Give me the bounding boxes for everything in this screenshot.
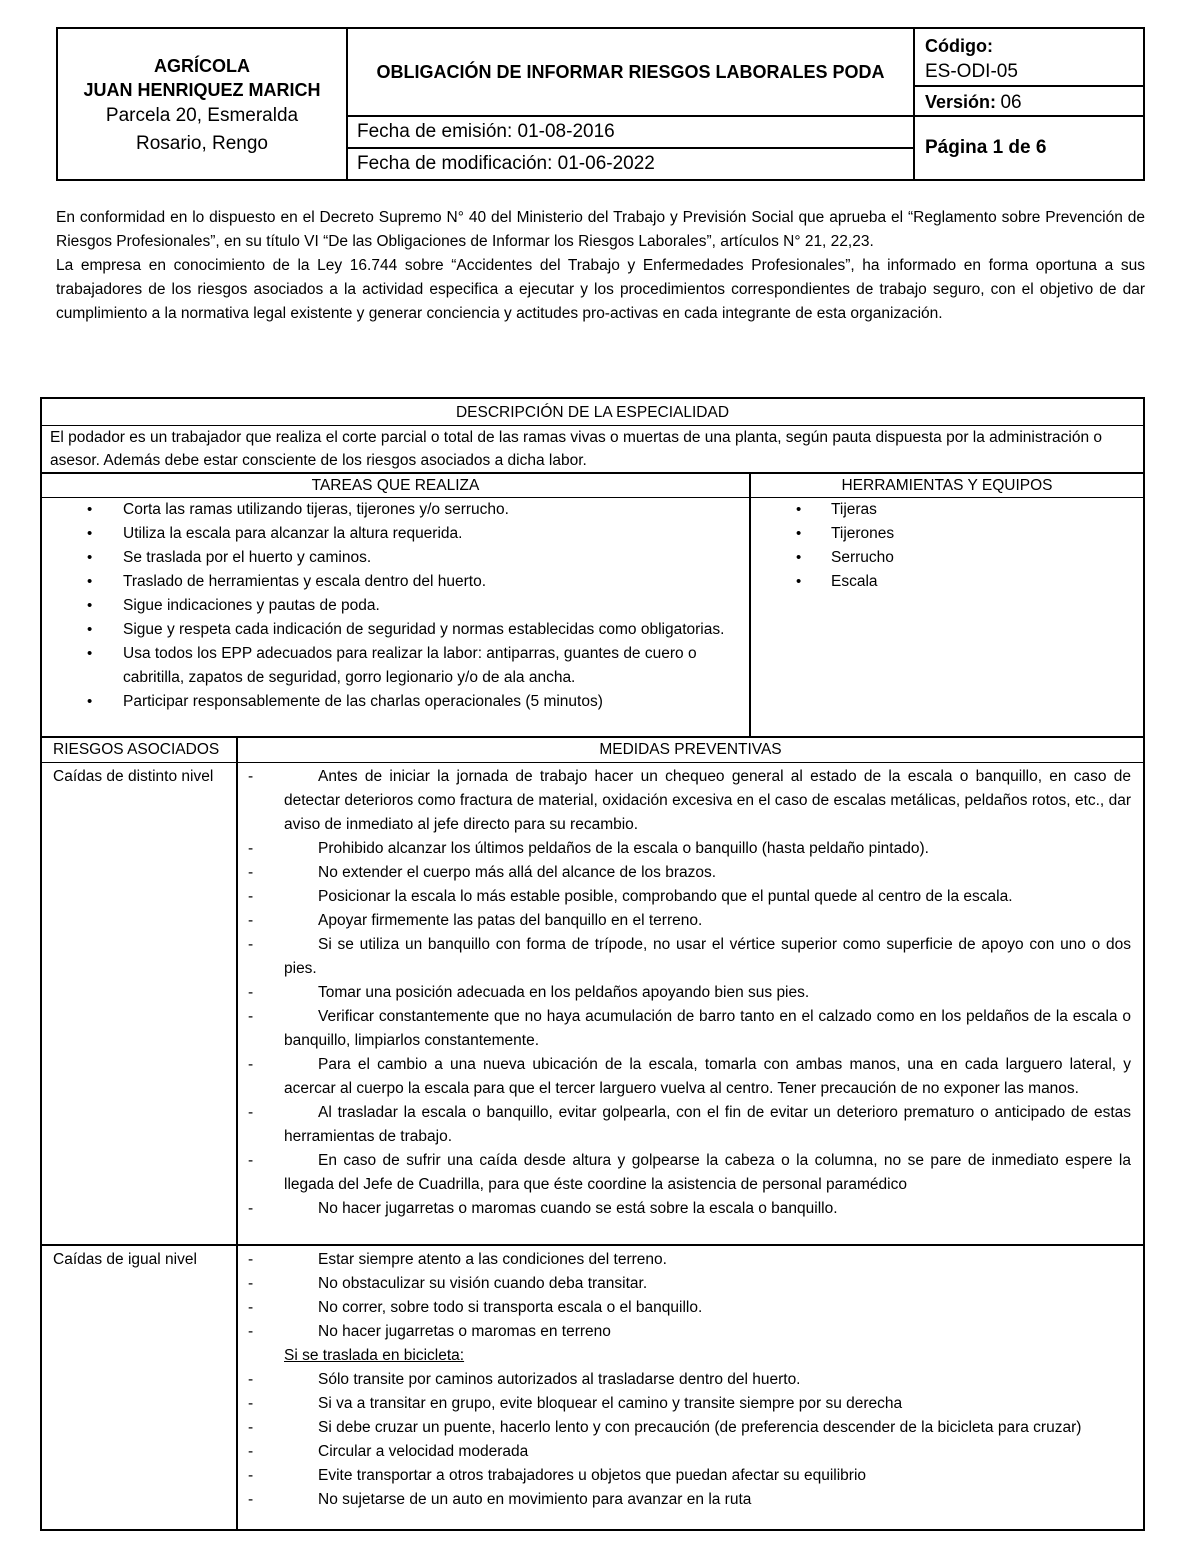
list-item-text: Si se utiliza un banquillo con forma de trípode, no usar el vértice superior como superficie de apoyo con uno o dos pies. xyxy=(284,936,1131,977)
measure-item xyxy=(238,1101,1143,1149)
list-item-text: Evite transportar a otros trabajadores u objetos que puedan afectar su equilibrio xyxy=(318,1467,867,1484)
dash-marker: - xyxy=(248,1152,254,1169)
measure-item xyxy=(238,1272,1143,1296)
measures-header: MEDIDAS PREVENTIVAS xyxy=(599,741,782,758)
list-item-text: Circular a velocidad moderada xyxy=(318,1443,529,1460)
list-item-text: Para el cambio a una nueva ubicación de la escala, tomarla con ambas manos, una en cada larguero lateral, y acercar al cuerpo la escala para que el tercer larguero vuelva al centro. Tener precaución de no exponer las manos. xyxy=(284,1056,1131,1097)
list-item-text: No hacer jugarretas o maromas en terreno xyxy=(318,1323,611,1340)
list-item-text: Al trasladar la escala o banquillo, evitar golpearla, con el fin de evitar un deterioro prematuro o anticipado de estas herramientas de trabajo. xyxy=(284,1104,1131,1145)
risks-header-row xyxy=(42,738,1143,763)
measure-item xyxy=(238,861,1143,885)
dash-marker: - xyxy=(248,984,254,1001)
dash-marker: - xyxy=(248,1251,254,1268)
description-header: DESCRIPCIÓN DE LA ESPECIALIDAD xyxy=(42,399,1143,426)
code-label: Código: xyxy=(925,36,993,56)
dash-marker: - xyxy=(248,1419,254,1436)
measure-item xyxy=(238,1368,1143,1392)
measure-item xyxy=(238,1392,1143,1416)
dash-marker: - xyxy=(248,1275,254,1292)
list-item-text: Apoyar firmemente las patas del banquillo en el terreno. xyxy=(318,912,703,929)
dash-marker: - xyxy=(248,864,254,881)
list-item-text: Se traslada por el huerto y caminos. xyxy=(123,549,372,566)
measures-list xyxy=(238,1248,1143,1512)
list-item-text: Sigue y respeta cada indicación de seguridad y normas establecidas como obligatorias. xyxy=(123,621,725,638)
task-item xyxy=(42,522,749,546)
task-item xyxy=(42,690,749,714)
list-item-text: Utiliza la escala para alcanzar la altura requerida. xyxy=(123,525,463,542)
dash-marker: - xyxy=(248,1491,254,1508)
code-value: ES-ODI-05 xyxy=(925,61,1018,82)
list-item-text: No correr, sobre todo si transporta escala o el banquillo. xyxy=(318,1299,703,1316)
tool-item xyxy=(751,522,1143,546)
company-address-line2: Rosario, Rengo xyxy=(135,133,269,154)
bullet-marker: • xyxy=(87,549,93,566)
measure-item xyxy=(238,837,1143,861)
measure-item xyxy=(238,1416,1143,1440)
list-item-text: Estar siempre atento a las condiciones del terreno. xyxy=(318,1251,667,1268)
list-item-text: Usa todos los EPP adecuados para realizar la labor: antiparras, guantes de cuero o cabritilla, zapatos de seguridad, gorro legionario y/o de ala ancha. xyxy=(123,645,697,686)
measure-item xyxy=(238,1296,1143,1320)
measure-item xyxy=(238,765,1143,837)
bullet-marker: • xyxy=(796,501,802,518)
risk-name: Caídas de igual nivel xyxy=(42,1246,238,1529)
dash-marker: - xyxy=(248,1008,254,1025)
bullet-marker: • xyxy=(796,525,802,542)
risk-table xyxy=(40,397,1145,1531)
list-item-text: Sigue indicaciones y pautas de poda. xyxy=(123,597,380,614)
list-item-text: Participar responsablemente de las charlas operacionales (5 minutos) xyxy=(123,693,603,710)
emission-date: Fecha de emisión: 01-08-2016 xyxy=(348,117,915,149)
company-address-line1: Parcela 20, Esmeralda xyxy=(105,105,299,126)
risk-row-same-level xyxy=(42,1246,1143,1529)
dash-marker: - xyxy=(248,1371,254,1388)
dash-marker: - xyxy=(248,1200,254,1217)
bullet-marker: • xyxy=(87,645,93,662)
list-item-text: Si debe cruzar un puente, hacerlo lento y con precaución (de preferencia descender de la bicicleta para cruzar) xyxy=(318,1419,1082,1436)
version-cell xyxy=(915,87,1143,117)
tools-header: HERRAMIENTAS Y EQUIPOS xyxy=(841,477,1053,494)
document-header xyxy=(56,27,1145,181)
bullet-marker: • xyxy=(87,597,93,614)
list-item-text: En caso de sufrir una caída desde altura y golpearse la cabeza o la columna, no se pare de inmediato espere la llegada del Jefe de Cuadrilla, para que éste coordine la asistencia de personal paramédico xyxy=(284,1152,1131,1193)
measures-cell xyxy=(238,1246,1143,1531)
list-item-text: No obstaculizar su visión cuando deba transitar. xyxy=(318,1275,648,1292)
measure-item xyxy=(238,885,1143,909)
list-item-text: Corta las ramas utilizando tijeras, tijerones y/o serrucho. xyxy=(123,501,509,518)
dash-marker: - xyxy=(248,1395,254,1412)
tool-item xyxy=(751,498,1143,522)
measure-item xyxy=(238,1005,1143,1053)
list-item-text: Verificar constantemente que no haya acumulación de barro tanto en el calzado como en los peldaños de la escala o banquillo, limpiarlos constantemente. xyxy=(284,1008,1131,1049)
list-item-text: Tijerones xyxy=(831,525,895,542)
tool-item xyxy=(751,570,1143,594)
dash-marker: - xyxy=(248,1299,254,1316)
intro-paragraph-2: La empresa en conocimiento de la Ley 16.744 sobre “Accidentes del Trabajo y Enfermedades Profesionales”, ha informado en forma oportuna a sus trabajadores de los riesgos asociados a la actividad especifica a ejecutar y los procedimientos correspondientes de trabajo seguro, con el objetivo de dar cumplimiento a la normativa legal existente y generar conciencia y actitudes pro-activas en cada integrante de esta organización. xyxy=(56,257,1145,322)
measure-item xyxy=(238,1053,1143,1101)
tools-cell xyxy=(751,498,1143,736)
risk-row-different-level xyxy=(42,763,1143,1246)
dash-marker: - xyxy=(248,1443,254,1460)
list-item-text: Escala xyxy=(831,573,878,590)
task-item xyxy=(42,618,749,642)
risk-name: Caídas de distinto nivel xyxy=(42,763,238,1244)
tool-item xyxy=(751,546,1143,570)
page-number: Página 1 de 6 xyxy=(925,137,1047,158)
dash-marker: - xyxy=(248,1467,254,1484)
version-label: Versión: xyxy=(925,92,997,112)
modification-date: Fecha de modificación: 01-06-2022 xyxy=(348,149,915,179)
measures-list xyxy=(238,765,1143,1221)
dash-marker: - xyxy=(248,936,254,953)
dash-marker: - xyxy=(248,840,254,857)
measures-cell xyxy=(238,763,1143,1246)
list-item-text: Traslado de herramientas y escala dentro del huerto. xyxy=(123,573,487,590)
dash-marker: - xyxy=(248,1104,254,1121)
bullet-marker: • xyxy=(796,549,802,566)
document-title: OBLIGACIÓN DE INFORMAR RIESGOS LABORALES PODA xyxy=(348,29,915,117)
bullet-marker: • xyxy=(87,621,93,638)
list-item-text: Serrucho xyxy=(831,549,894,566)
list-item-text: No extender el cuerpo más allá del alcance de los brazos. xyxy=(318,864,717,881)
measure-item xyxy=(238,1197,1143,1221)
company-cell xyxy=(58,29,348,179)
bullet-marker: • xyxy=(87,525,93,542)
dash-marker: - xyxy=(248,888,254,905)
company-name-line1: AGRÍCOLA xyxy=(154,56,250,76)
measure-item xyxy=(238,909,1143,933)
intro-paragraph-1: En conformidad en lo dispuesto en el Decreto Supremo N° 40 del Ministerio del Trabajo y Previsión Social que aprueba el “Reglamento sobre Prevención de Riesgos Profesionales”, en su título VI “De las Obligaciones de Informar los Riesgos Laborales”, artículos N° 21, 22,23. xyxy=(56,209,1145,250)
task-item xyxy=(42,642,749,690)
risks-header: RIESGOS ASOCIADOS xyxy=(42,738,238,763)
list-item-text: Si va a transitar en grupo, evite bloquear el camino y transite siempre por su derecha xyxy=(318,1395,903,1412)
measure-item xyxy=(238,1320,1143,1344)
list-item-text: Antes de iniciar la jornada de trabajo hacer un chequeo general al estado de la escala o banquillo, en caso de detectar deterioros como fractura de material, oxidación excesiva en el caso de escalas metálicas, peldaños rotos, etc., dar aviso de inmediato al jefe directo para su recambio. xyxy=(284,768,1131,833)
description-text: El podador es un trabajador que realiza el corte parcial o total de las ramas vivas o muertas de una planta, según pauta dispuesta por la administración o asesor. Además debe estar consciente de los riesgos asociados a dicha labor. xyxy=(42,426,1143,474)
version-value: 06 xyxy=(1000,92,1022,113)
task-item xyxy=(42,546,749,570)
list-item-text: Tijeras xyxy=(831,501,877,518)
list-item-text: No hacer jugarretas o maromas cuando se está sobre la escala o banquillo. xyxy=(318,1200,838,1217)
dash-marker: - xyxy=(248,1323,254,1340)
intro-text xyxy=(56,206,1145,326)
task-item xyxy=(42,498,749,522)
tasks-header: TAREAS QUE REALIZA xyxy=(42,474,751,498)
bullet-marker: • xyxy=(87,573,93,590)
tools-list xyxy=(751,498,1143,594)
tasks-tools-row xyxy=(42,498,1143,738)
bullet-marker: • xyxy=(87,693,93,710)
tasks-list xyxy=(42,498,749,714)
measure-item xyxy=(238,1440,1143,1464)
task-item xyxy=(42,594,749,618)
measure-item xyxy=(238,1149,1143,1197)
tasks-cell xyxy=(42,498,751,736)
dash-marker: - xyxy=(248,1056,254,1073)
measure-item xyxy=(238,1488,1143,1512)
code-cell xyxy=(915,29,1143,87)
list-item-text: Posicionar la escala lo más estable posible, comprobando que el puntal quede al centro de la escala. xyxy=(318,888,1013,905)
dash-marker: - xyxy=(248,768,254,785)
measure-item xyxy=(238,1464,1143,1488)
task-item xyxy=(42,570,749,594)
list-item-text: Prohibido alcanzar los últimos peldaños de la escala o banquillo (hasta peldaño pintado). xyxy=(318,840,929,857)
bullet-marker: • xyxy=(87,501,93,518)
list-item-text: No sujetarse de un auto en movimiento para avanzar en la ruta xyxy=(318,1491,752,1508)
bullet-marker: • xyxy=(796,573,802,590)
company-name-line2: JUAN HENRIQUEZ MARICH xyxy=(83,80,321,100)
measure-item xyxy=(238,1248,1143,1272)
bicycle-subheading: Si se traslada en bicicleta: xyxy=(284,1347,465,1364)
list-item-text: Tomar una posición adecuada en los peldaños apoyando bien sus pies. xyxy=(318,984,810,1001)
list-item-text: Sólo transite por caminos autorizados al trasladarse dentro del huerto. xyxy=(318,1371,801,1388)
measure-item xyxy=(238,933,1143,981)
measure-item xyxy=(238,981,1143,1005)
tasks-tools-header-row xyxy=(42,474,1143,498)
dash-marker: - xyxy=(248,912,254,929)
